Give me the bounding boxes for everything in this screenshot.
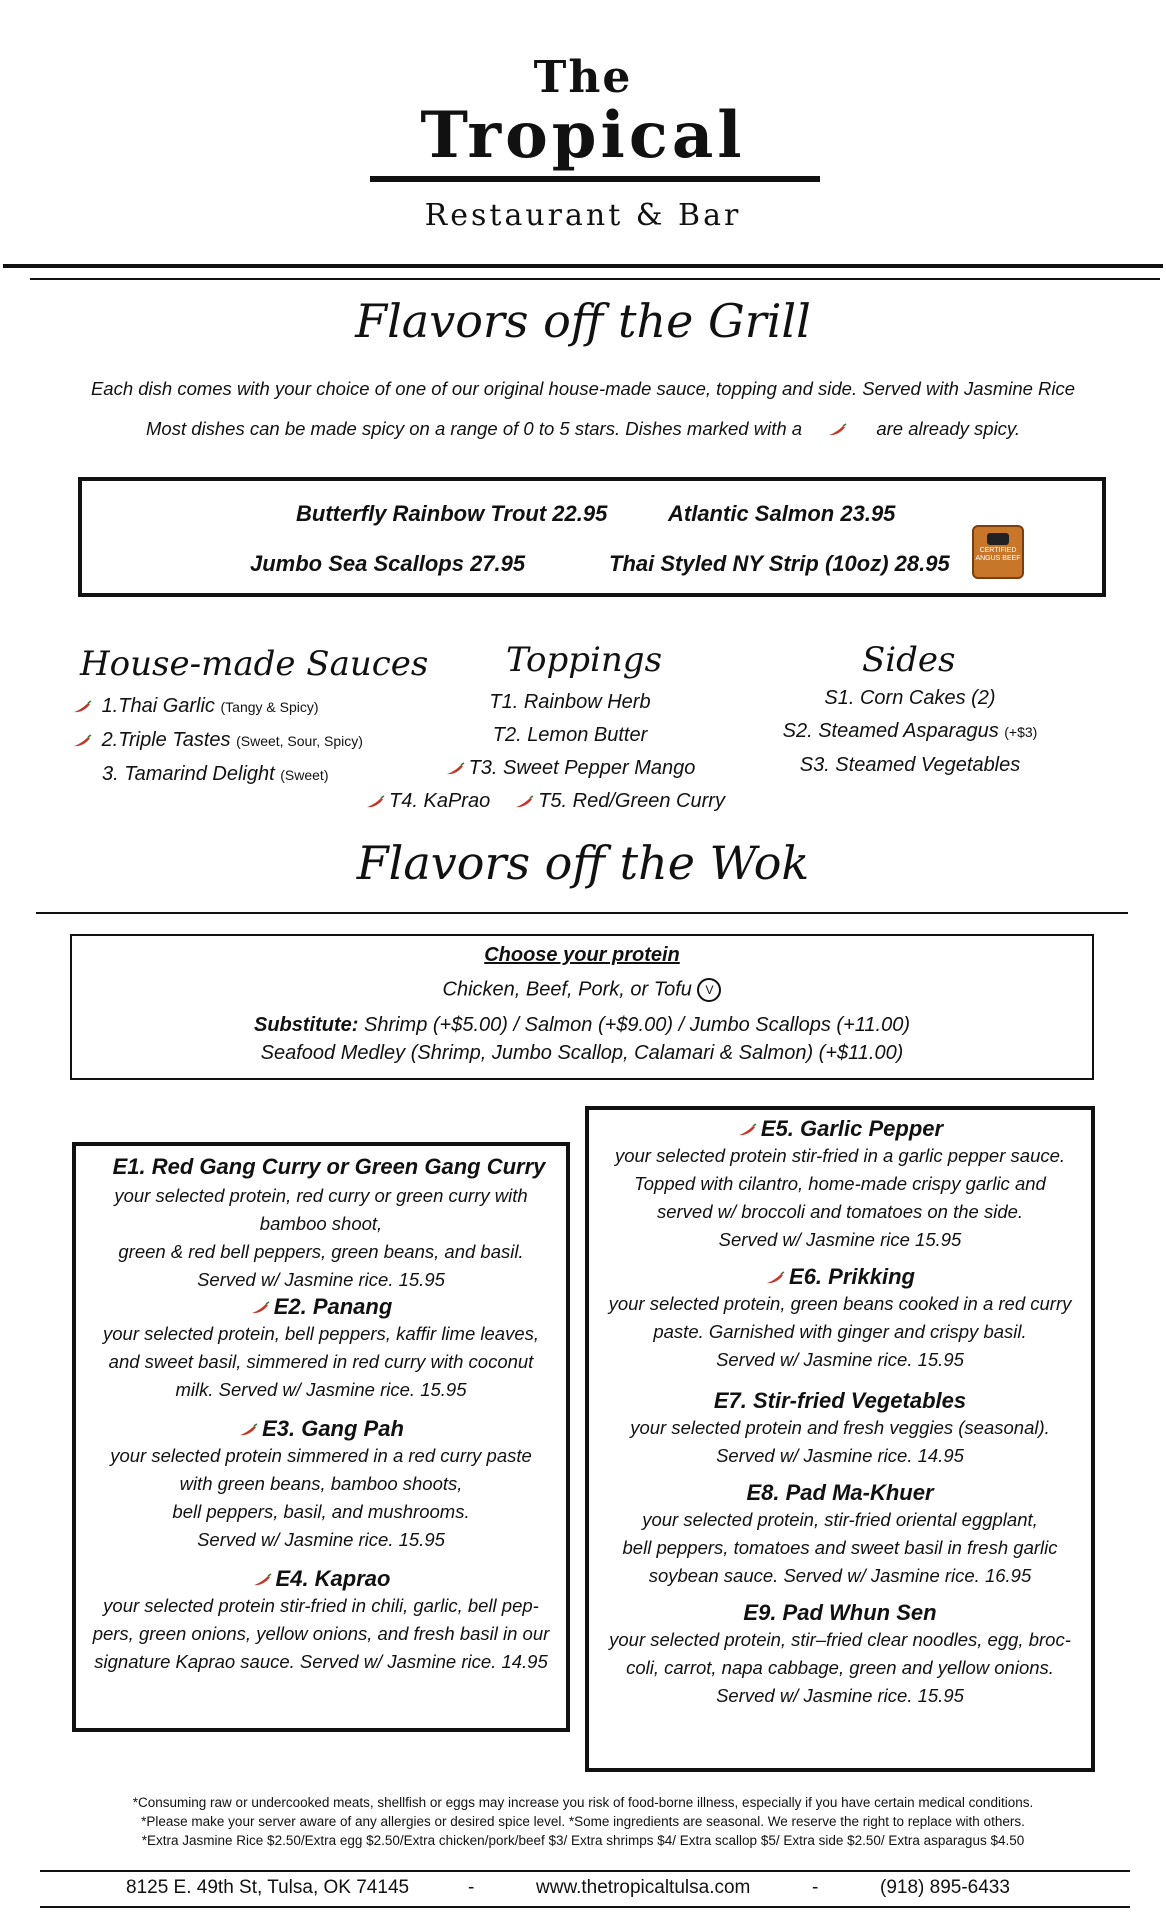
pepper-icon bbox=[252, 1573, 272, 1587]
item-e9-desc: your selected protein, stir–fried clear noodles, egg, broc- coli, carrot, napa cabbage, green and yellow onions. Served w/ Jasmine rice. 15.95 bbox=[609, 1629, 1071, 1706]
topping-t2: T2. Lemon Butter bbox=[492, 724, 648, 746]
sauce-item-1: 1.Thai Garlic (Tangy & Spicy) bbox=[72, 690, 363, 724]
footer-divider-top bbox=[40, 1870, 1130, 1872]
item-e3-desc: your selected protein simmered in a red curry paste with green beans, bamboo shoots, bell peppers, basil, and mushrooms. Served w/ Jasmine rice. 15.95 bbox=[110, 1445, 532, 1550]
item-e7-title: E7. Stir-fried Vegetables bbox=[713, 1388, 967, 1413]
footer-website[interactable]: www.thetropicaltulsa.com bbox=[536, 1877, 751, 1898]
toppings-heading: Toppings bbox=[506, 640, 663, 680]
grill-item-salmon: Atlantic Salmon 23.95 bbox=[668, 501, 896, 526]
item-e3-title: E3. Gang Pah bbox=[76, 1416, 566, 1442]
grill-item-strip: Thai Styled NY Strip (10oz) 28.95 bbox=[609, 551, 950, 576]
item-e1-desc: your selected protein, red curry or green curry with bamboo shoot, green & red bell peppers, green beans, and basil. Served w/ Jasmine rice. 15.95 bbox=[114, 1185, 528, 1290]
item-e8-title: E8. Pad Ma-Khuer bbox=[746, 1480, 934, 1505]
divider-wok bbox=[36, 912, 1128, 914]
item-e5-title: E5. Garlic Pepper bbox=[589, 1116, 1091, 1142]
item-e6-title: E6. Prikking bbox=[589, 1264, 1091, 1290]
item-e4-desc: your selected protein stir-fried in chili, garlic, bell pep- pers, green onions, yellow onions, and fresh basil in our signature Kaprao sauce. Served w/ Jasmine rice. 14.95 bbox=[92, 1595, 550, 1672]
grill-note-2a: Most dishes can be made spicy on a range of 0 to 5 stars. Dishes marked with a bbox=[146, 418, 803, 439]
grill-item-trout: Butterfly Rainbow Trout 22.95 bbox=[296, 501, 608, 526]
item-e1-title: E1. Red Gang Curry or Green Gang Curry bbox=[112, 1154, 546, 1179]
pepper-icon bbox=[250, 1301, 270, 1315]
pepper-icon bbox=[365, 795, 385, 809]
footnotes bbox=[0, 1793, 1166, 1850]
footer-phone[interactable]: (918) 895-6433 bbox=[880, 1877, 1010, 1898]
item-e9-title: E9. Pad Whun Sen bbox=[743, 1600, 937, 1625]
pepper-icon bbox=[514, 795, 534, 809]
footnote-3: *Extra Jasmine Rice $2.50/Extra egg $2.50/Extra chicken/pork/beef $3/ Extra shrimps $4/ Extra scallop $5/ Extra side $2.50/ Extra asparagus $4.50 bbox=[141, 1833, 1025, 1848]
footnote-1: *Consuming raw or undercooked meats, shellfish or eggs may increase you risk of food-borne illness, especially if you have certain medical conditions. bbox=[132, 1795, 1034, 1810]
pepper-icon bbox=[72, 700, 92, 714]
sauces-heading: House-made Sauces bbox=[80, 644, 429, 684]
pepper-icon bbox=[737, 1123, 757, 1137]
wok-left-box bbox=[72, 1142, 570, 1732]
footer-address: 8125 E. 49th St, Tulsa, OK 74145 bbox=[126, 1877, 410, 1898]
item-e2-title: E2. Panang bbox=[76, 1294, 566, 1320]
pepper-icon bbox=[765, 1271, 785, 1285]
wok-title: Flavors off the Wok bbox=[356, 836, 810, 890]
logo-subtitle: Restaurant & Bar bbox=[424, 198, 742, 233]
footer-sep-1: - bbox=[468, 1877, 475, 1898]
side-s1: S1. Corn Cakes (2) bbox=[824, 687, 996, 709]
pepper-icon bbox=[827, 418, 851, 440]
item-e4-title: E4. Kaprao bbox=[76, 1566, 566, 1592]
sides-list bbox=[740, 682, 1080, 782]
sauces-list bbox=[72, 690, 363, 792]
sauce-item-2: 2.Triple Tastes (Sweet, Sour, Spicy) bbox=[72, 724, 363, 758]
topping-t1: T1. Rainbow Herb bbox=[489, 691, 651, 713]
logo-tropical: Tropical bbox=[420, 98, 746, 173]
item-e6-desc: your selected protein, green beans cooked in a red curry paste. Garnished with ginger and crispy basil. Served w/ Jasmine rice. 15.95 bbox=[608, 1293, 1072, 1370]
item-e7-desc: your selected protein and fresh veggies (seasonal). Served w/ Jasmine rice. 14.95 bbox=[630, 1417, 1050, 1466]
logo-underline bbox=[370, 176, 820, 182]
pepper-icon bbox=[445, 762, 465, 776]
pepper-icon bbox=[238, 1423, 258, 1437]
footnote-2: *Please make your server aware of any allergies or desired spice level. *Some ingredients are seasonal. We reserve the right to replace with others. bbox=[141, 1814, 1025, 1829]
grill-items-box bbox=[78, 477, 1106, 597]
wok-right-box bbox=[585, 1106, 1095, 1772]
angus-badge bbox=[972, 525, 1024, 579]
grill-title: Flavors off the Grill bbox=[355, 294, 811, 348]
vegetarian-icon: V bbox=[697, 978, 721, 1002]
topping-t4-t5: T4. KaPrao T5. Red/Green Curry bbox=[320, 785, 770, 818]
badge-line-1: CERTIFIED bbox=[979, 547, 1017, 554]
grill-note-2b: are already spicy. bbox=[876, 418, 1020, 439]
toppings-list bbox=[370, 686, 770, 818]
protein-list: Chicken, Beef, Pork, or Tofu V bbox=[72, 978, 1092, 1002]
grill-note-2 bbox=[0, 418, 1166, 440]
divider-top-thick bbox=[3, 264, 1163, 268]
grill-item-scallops: Jumbo Sea Scallops 27.95 bbox=[250, 551, 526, 576]
logo-the: The bbox=[533, 52, 633, 103]
item-e8-desc: your selected protein, stir-fried oriental eggplant, bell peppers, tomatoes and sweet basil in fresh garlic soybean sauce. Served w/ Jasmine rice. 16.95 bbox=[622, 1509, 1058, 1586]
badge-line-2: ANGUS BEEF bbox=[975, 555, 1021, 562]
pepper-icon bbox=[72, 734, 92, 748]
topping-t3: T3. Sweet Pepper Mango bbox=[370, 752, 770, 785]
divider-top-thin bbox=[30, 278, 1160, 280]
footer-sep-2: - bbox=[812, 1877, 819, 1898]
footer-divider-bottom bbox=[40, 1906, 1130, 1908]
grill-note-1: Each dish comes with your choice of one of our original house-made sauce, topping and side. Served with Jasmine Rice bbox=[90, 378, 1076, 399]
side-s2: S2. Steamed Asparagus (+$3) bbox=[782, 720, 1038, 742]
protein-seafood: Seafood Medley (Shrimp, Jumbo Scallop, Calamari & Salmon) (+$11.00) bbox=[260, 1042, 904, 1064]
protein-substitute: Substitute: Shrimp (+$5.00) / Salmon (+$9.00) / Jumbo Scallops (+11.00) bbox=[253, 1014, 910, 1036]
sides-heading: Sides bbox=[862, 640, 956, 680]
protein-heading: Choose your protein bbox=[484, 944, 680, 966]
protein-box bbox=[70, 934, 1094, 1080]
sauce-item-3: 3. Tamarind Delight (Sweet) bbox=[102, 763, 329, 785]
item-e2-desc: your selected protein, bell peppers, kaffir lime leaves, and sweet basil, simmered in red curry with coconut milk. Served w/ Jasmine rice. 15.95 bbox=[103, 1323, 539, 1400]
side-s3: S3. Steamed Vegetables bbox=[799, 754, 1021, 776]
item-e5-desc: your selected protein stir-fried in a garlic pepper sauce. Topped with cilantro, home-made crispy garlic and served w/ broccoli and tomatoes on the side. Served w/ Jasmine rice 15.95 bbox=[614, 1145, 1066, 1250]
cow-icon bbox=[987, 533, 1009, 545]
